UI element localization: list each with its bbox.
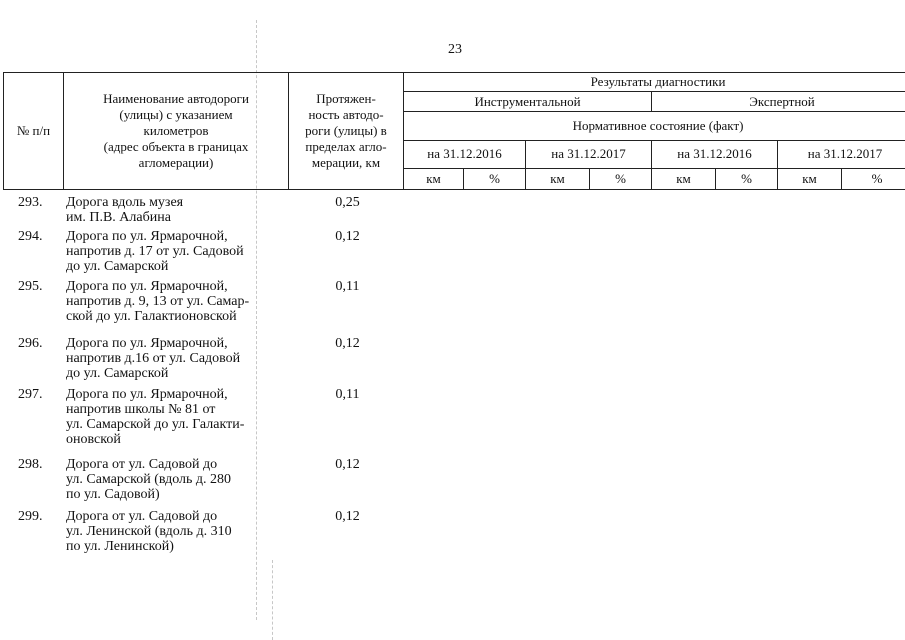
header-date: на 31.12.2016 <box>404 141 526 169</box>
road-length: 0,11 <box>335 387 360 402</box>
road-name-line: напротив школы № 81 от <box>66 402 216 417</box>
header-col-road-name-line: километров <box>143 123 209 138</box>
row-number: 293. <box>18 195 43 210</box>
road-name-line: напротив д. 17 от ул. Садовой <box>66 244 244 259</box>
road-name <box>66 509 296 554</box>
header-unit-km: км <box>526 168 590 189</box>
header-col-length <box>289 73 404 190</box>
road-name-line: ской до ул. Галактионовской <box>66 309 237 324</box>
header-unit-km: км <box>652 168 716 189</box>
header-col-road-name-line: (улицы) с указанием <box>119 107 233 122</box>
road-name-line: Дорога от ул. Садовой до <box>66 509 218 524</box>
scan-artifact-line <box>272 560 273 640</box>
header-col-length-line: Протяжен- <box>316 91 376 106</box>
header-date: на 31.12.2017 <box>778 141 905 169</box>
road-name-line: по ул. Садовой) <box>66 487 160 502</box>
header-unit-percent: % <box>464 168 526 189</box>
road-name <box>66 279 296 324</box>
row-number: 295. <box>18 279 43 294</box>
road-length: 0,12 <box>335 336 360 351</box>
header-unit-km: км <box>404 168 464 189</box>
row-number: 294. <box>18 229 43 244</box>
road-length: 0,25 <box>335 195 360 210</box>
road-name-line: им. П.В. Алабина <box>66 210 171 225</box>
header-unit-percent: % <box>590 168 652 189</box>
road-name <box>66 336 296 381</box>
road-length: 0,12 <box>335 509 360 524</box>
header-col-road-name-line: (адрес объекта в границах <box>103 139 249 154</box>
road-name <box>66 457 296 502</box>
road-name-line: Дорога по ул. Ярмарочной, <box>66 279 228 294</box>
header-instrumental: Инструментальной <box>404 92 652 112</box>
header-unit-percent: % <box>842 168 905 189</box>
road-name-line: по ул. Ленинской) <box>66 539 174 554</box>
road-name <box>66 387 296 447</box>
road-name-line: Дорога от ул. Садовой до <box>66 457 218 472</box>
road-length: 0,12 <box>335 229 360 244</box>
road-length: 0,11 <box>335 279 360 294</box>
header-diagnostics-results: Результаты диагностики <box>404 73 905 92</box>
row-number: 299. <box>18 509 43 524</box>
header-col-length-line: мерации, км <box>311 155 381 170</box>
header-normative-state: Нормативное состояние (факт) <box>404 112 905 141</box>
header-col-number: № п/п <box>4 73 64 190</box>
header-expert: Экспертной <box>652 92 905 112</box>
header-date: на 31.12.2017 <box>526 141 652 169</box>
road-length: 0,12 <box>335 457 360 472</box>
road-name-line: Дорога вдоль музея <box>66 195 184 210</box>
road-name-line: напротив д. 9, 13 от ул. Самар- <box>66 294 250 309</box>
road-name-line: Дорога по ул. Ярмарочной, <box>66 387 228 402</box>
header-date: на 31.12.2016 <box>652 141 778 169</box>
road-name-line: ул. Самарской (вдоль д. 280 <box>66 472 232 487</box>
header-col-road-name <box>64 73 289 190</box>
page-number: 23 <box>448 42 462 57</box>
row-number: 296. <box>18 336 43 351</box>
road-name <box>66 229 296 274</box>
header-col-road-name-line: агломерации) <box>138 155 214 170</box>
row-number: 298. <box>18 457 43 472</box>
road-name-line: до ул. Самарской <box>66 259 169 274</box>
road-name-line: напротив д.16 от ул. Садовой <box>66 351 241 366</box>
road-name-line: оновской <box>66 432 121 447</box>
road-name-line: ул. Ленинской (вдоль д. 310 <box>66 524 232 539</box>
diagnostics-table-header <box>3 72 905 190</box>
header-unit-km: км <box>778 168 842 189</box>
header-col-length-line: роги (улицы) в <box>305 123 387 138</box>
header-col-length-line: пределах агло- <box>305 139 387 154</box>
road-name-line: Дорога по ул. Ярмарочной, <box>66 336 228 351</box>
road-name-line: до ул. Самарской <box>66 366 169 381</box>
road-name-line: Дорога по ул. Ярмарочной, <box>66 229 228 244</box>
row-number: 297. <box>18 387 43 402</box>
header-col-length-line: ность автодо- <box>308 107 384 122</box>
header-col-road-name-line: Наименование автодороги <box>103 91 249 106</box>
header-unit-percent: % <box>716 168 778 189</box>
road-name <box>66 195 296 225</box>
road-name-line: ул. Самарской до ул. Галакти- <box>66 417 245 432</box>
